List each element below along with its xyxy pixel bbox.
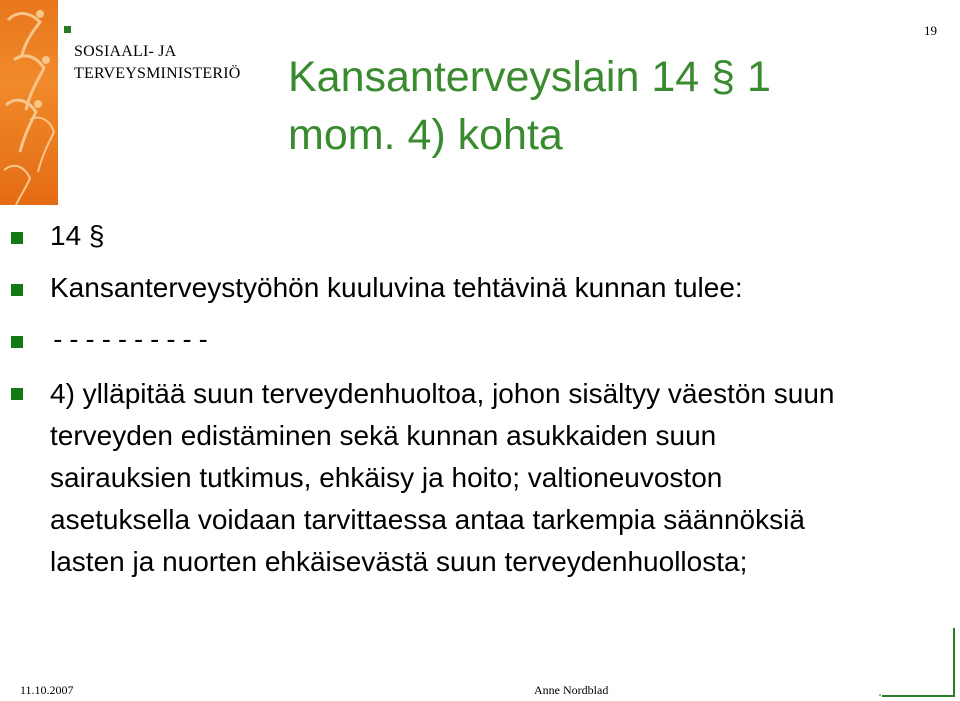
- ministry-logo: [0, 0, 58, 205]
- bullet-square-icon: [11, 388, 23, 400]
- paragraph-line: lasten ja nuorten ehkäisevästä suun terveydenhuollosta;: [50, 546, 748, 577]
- bullet-text: Kansanterveystyöhön kuuluvina tehtävinä kunnan tulee:: [50, 272, 743, 303]
- paragraph-line: sairauksien tutkimus, ehkäisy ja hoito; valtioneuvoston: [50, 462, 723, 493]
- bullet-square-icon: [11, 336, 23, 348]
- paragraph-line: terveyden edistäminen sekä kunnan asukkaiden suun: [50, 420, 717, 451]
- paragraph-line: asetuksella voidaan tarvittaessa antaa tarkempia säännöksiä: [50, 504, 805, 535]
- ministry-line-1: SOSIAALI- JA: [74, 43, 177, 60]
- paragraph-line: 4) ylläpitää suun terveydenhuoltoa, johon sisältyy väestön suun: [50, 378, 835, 409]
- bullet-square-icon: [11, 232, 23, 244]
- footer-author: Anne Nordblad: [534, 683, 609, 697]
- logo-figures-icon: [0, 0, 58, 205]
- title-line-2: mom. 4) kohta: [288, 111, 563, 159]
- slide-title: [288, 48, 908, 164]
- ministry-name: [74, 41, 241, 85]
- ministry-line-2: TERVEYSMINISTERIÖ: [74, 65, 241, 82]
- footer-date: 11.10.2007: [20, 683, 74, 697]
- bullet-text: ----------: [50, 325, 212, 355]
- bullet-text: 14 §: [50, 220, 105, 251]
- decorative-square-icon: [64, 26, 71, 33]
- bullet-paragraph: [50, 373, 950, 583]
- page-number: 19: [924, 23, 937, 38]
- corner-decoration-icon: [878, 626, 958, 698]
- title-line-1: Kansanterveyslain 14 § 1: [288, 53, 771, 101]
- bullet-square-icon: [11, 284, 23, 296]
